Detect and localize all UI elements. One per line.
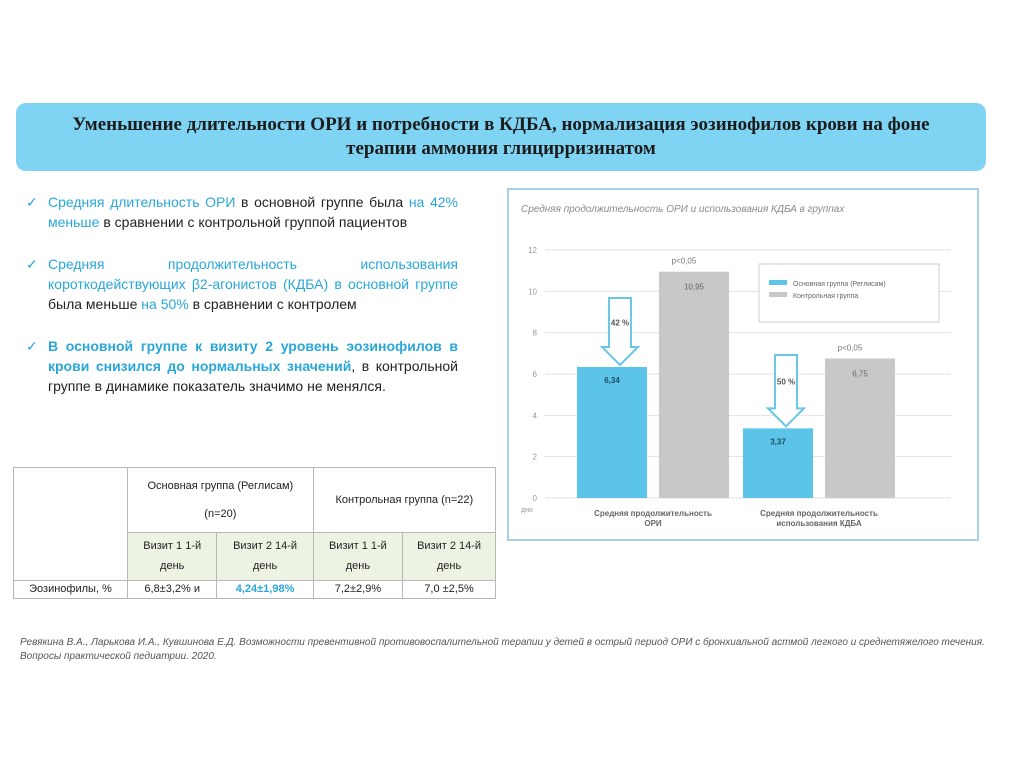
bullet-text-part: Средняя продолжительность использования короткодействующих β2-агонистов (КДБА) в основной группе bbox=[48, 256, 458, 292]
bar bbox=[825, 359, 895, 499]
table-row-label: Эозинофилы, % bbox=[14, 580, 128, 598]
y-tick-label: 12 bbox=[528, 246, 537, 255]
x-tick-label: Средняя продолжительность bbox=[760, 509, 878, 518]
bullet-text-part: , в контрольной группе в динамике показатель значимо не менялся. bbox=[48, 358, 458, 394]
legend-label: Контрольная группа bbox=[793, 293, 859, 300]
bullet-text-part: на 50% bbox=[141, 296, 189, 312]
data-label: 6,34 bbox=[604, 375, 620, 385]
y-tick-label: 10 bbox=[528, 287, 537, 297]
y-tick-label: 2 bbox=[532, 452, 537, 462]
chart-canvas bbox=[509, 190, 977, 539]
y-tick-label: 4 bbox=[532, 411, 537, 421]
y-tick-label: 8 bbox=[532, 328, 537, 338]
table-visit-header: Визит 2 14-й день bbox=[217, 532, 313, 580]
bullet-text-part: в основной группе была bbox=[235, 194, 409, 210]
bullet-item bbox=[26, 192, 458, 232]
check-icon: ✓ bbox=[26, 194, 38, 210]
check-icon: ✓ bbox=[26, 338, 38, 354]
data-label: 6,75 bbox=[852, 369, 868, 379]
legend-swatch bbox=[769, 280, 787, 285]
bullet-text-part: в сравнении с контролем bbox=[188, 296, 357, 312]
table-header-group2: Контрольная группа (n=22) bbox=[313, 468, 495, 533]
p-value-label: p<0,05 bbox=[671, 256, 697, 266]
y-tick-label: 6 bbox=[532, 370, 537, 379]
check-icon: ✓ bbox=[26, 256, 38, 272]
data-label: 10,95 bbox=[683, 282, 705, 292]
table-cell: 6,8±3,2% и bbox=[128, 580, 217, 598]
bar bbox=[577, 367, 647, 498]
legend-swatch bbox=[769, 292, 787, 297]
table-header-group1: Основная группа (Реглисам) (n=20) bbox=[128, 468, 314, 533]
reduction-label: 50 % bbox=[776, 377, 796, 387]
bullet-text-part: В основной группе к визиту 2 уровень эозинофилов в крови снизился до нормальных значений bbox=[48, 338, 458, 374]
bar-chart bbox=[507, 188, 979, 541]
x-tick-label: Средняя продолжительность bbox=[594, 509, 712, 518]
table-visit-header: Визит 2 14-й день bbox=[403, 532, 496, 580]
bullet-text-part: Средняя длительность ОРИ bbox=[48, 194, 236, 210]
legend-label: Основная группа (Реглисам) bbox=[793, 281, 886, 288]
table-cell: 4,24±1,98% bbox=[217, 580, 313, 598]
x-tick-label: ОРИ bbox=[644, 519, 662, 528]
table-visit-header: Визит 1 1-й день bbox=[313, 532, 402, 580]
bullet-text-part: в сравнении с контрольной группой пациентов bbox=[99, 214, 408, 230]
reduction-label: 42 % bbox=[610, 318, 630, 328]
bar bbox=[659, 272, 729, 498]
chart-title: Средняя продолжительность ОРИ и использования КДБА в группах bbox=[521, 204, 845, 215]
x-tick-label: использования КДБА bbox=[776, 519, 862, 528]
eosinophils-table bbox=[13, 467, 496, 599]
p-value-label: p<0,05 bbox=[837, 343, 863, 353]
table-visit-header: Визит 1 1-й день bbox=[128, 532, 217, 580]
bullet-item bbox=[26, 254, 458, 314]
bullet-item bbox=[26, 336, 458, 396]
slide-title: Уменьшение длительности ОРИ и потребности в КДБА, нормализация эозинофилов крови на фоне терапии аммония глицирризинатом bbox=[72, 114, 930, 159]
title-banner bbox=[16, 103, 986, 171]
table-cell: 7,0 ±2,5% bbox=[403, 580, 496, 598]
data-label: 3,37 bbox=[770, 437, 786, 447]
table-corner-cell bbox=[14, 468, 128, 581]
table-cell: 7,2±2,9% bbox=[313, 580, 402, 598]
down-arrow-icon bbox=[602, 298, 638, 365]
y-axis-label: дни bbox=[521, 507, 533, 514]
y-tick-label: 0 bbox=[532, 494, 537, 503]
bullet-list bbox=[26, 192, 458, 418]
citation: Ревякина В.А., Ларькова И.А., Кувшинова Е.Д. Возможности превентивной противовоспалительной терапии у детей в острый период ОРИ с бронхиальной астмой легкого и среднетяжелого течения. Вопросы практической педиатрии. 2020. bbox=[20, 637, 985, 662]
bullet-text-part: на 42% меньше bbox=[48, 194, 458, 230]
bullet-text-part: была меньше bbox=[48, 296, 142, 312]
